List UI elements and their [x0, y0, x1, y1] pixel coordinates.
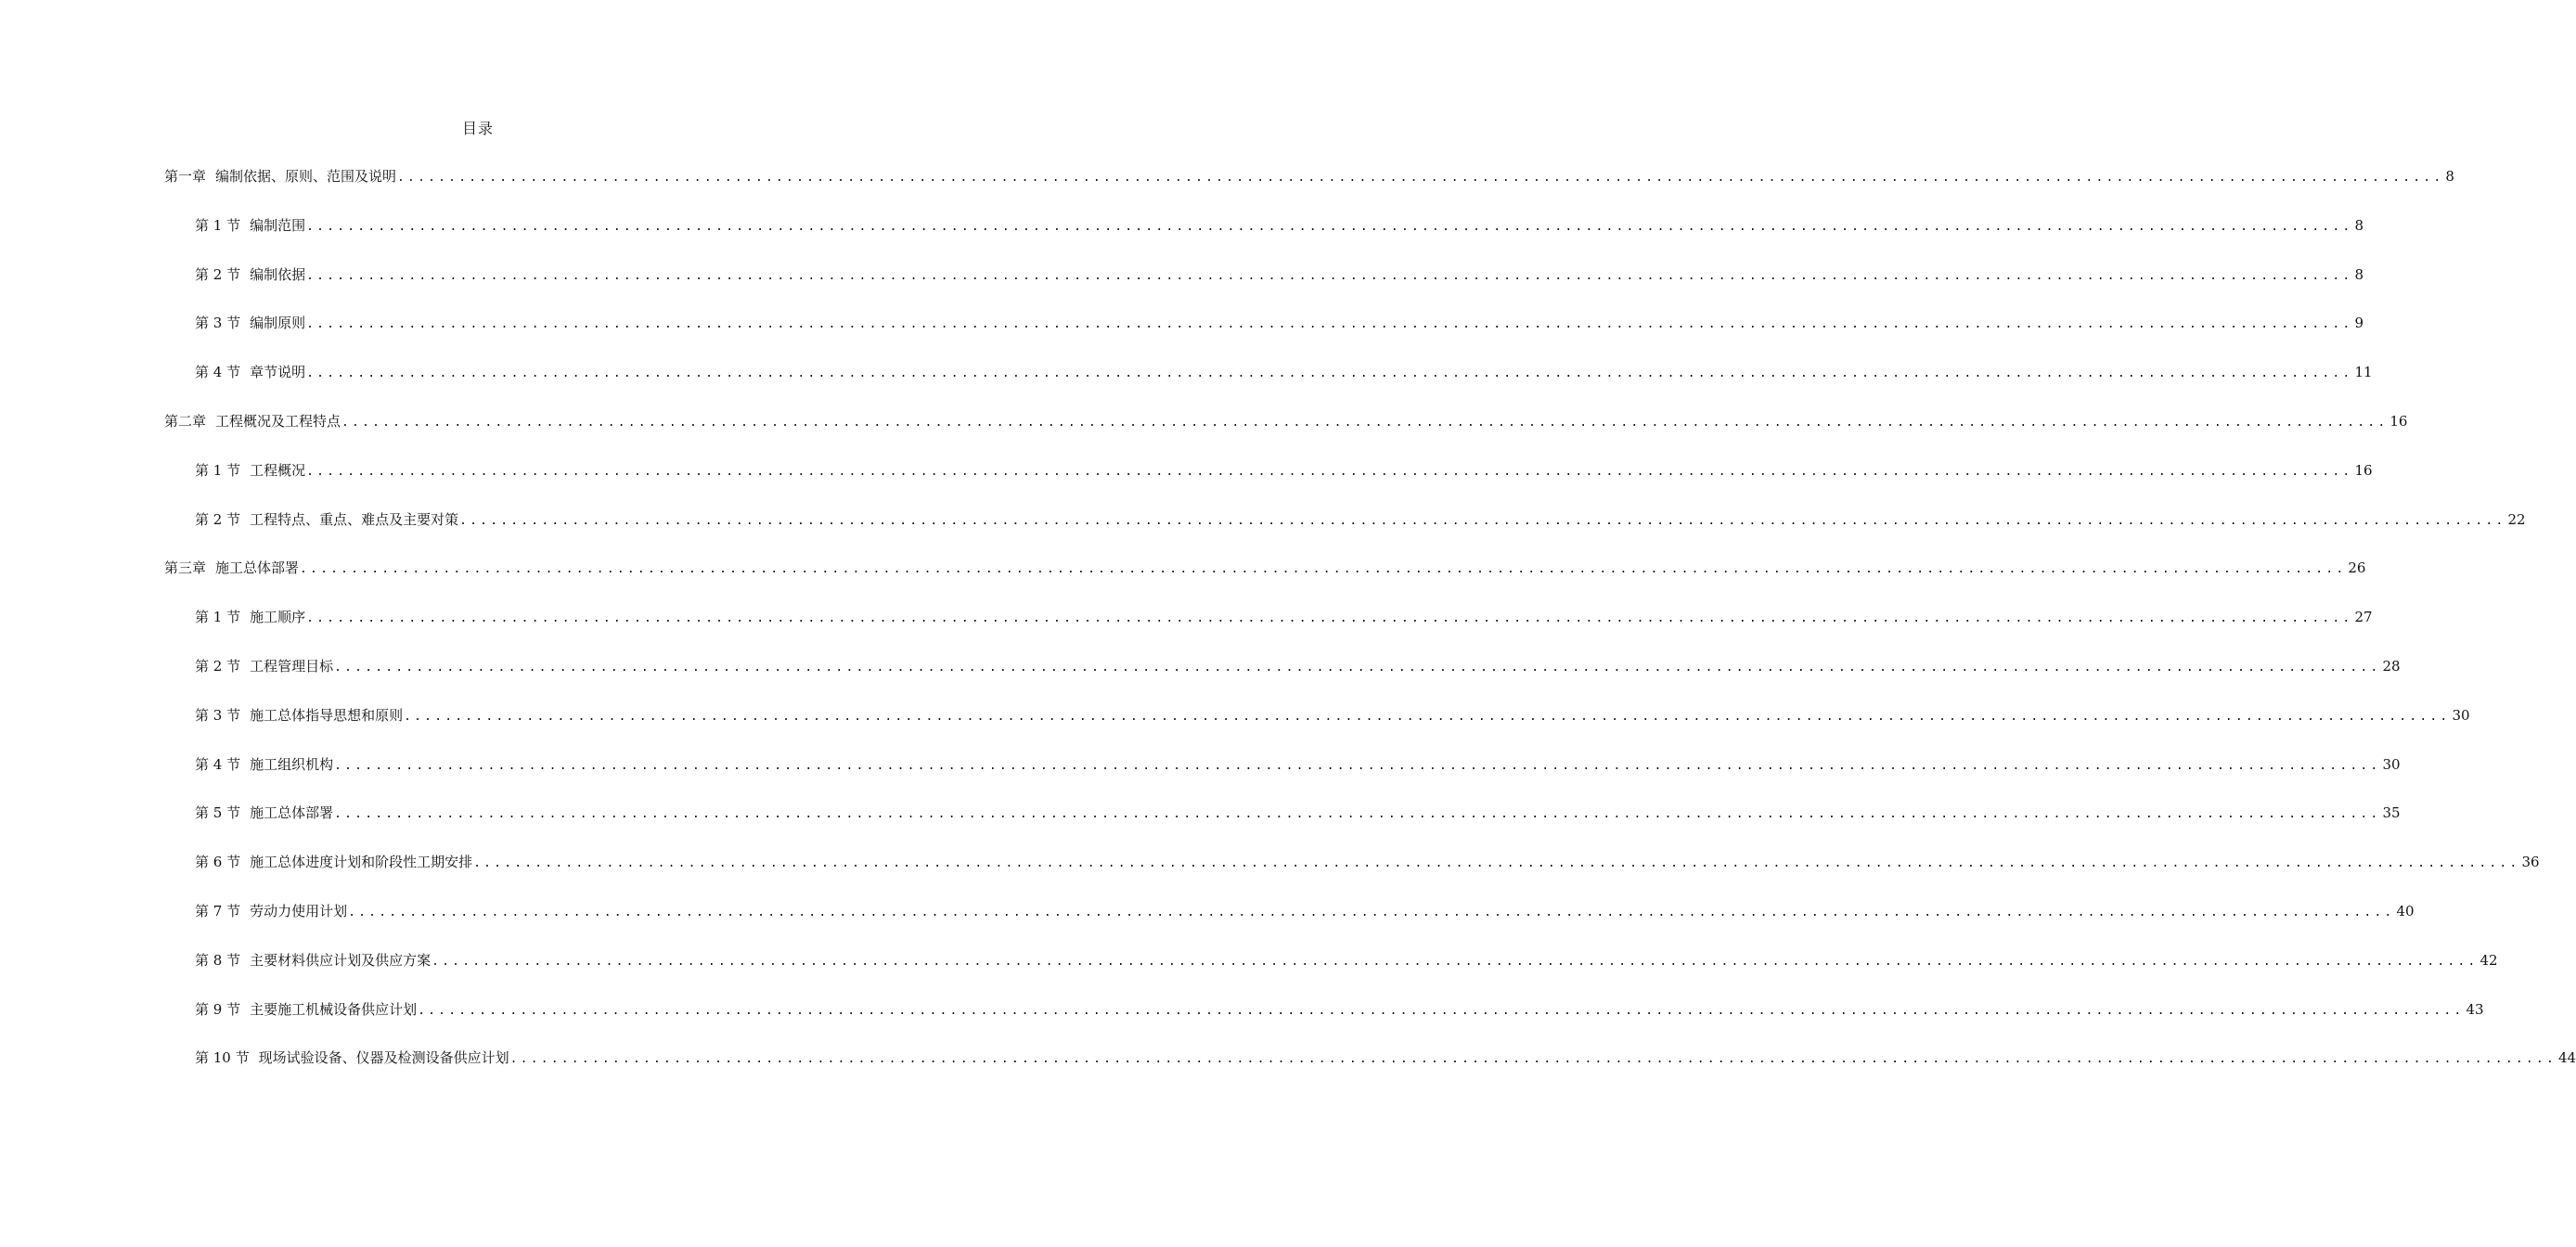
toc-section-entry[interactable] — [195, 803, 2401, 824]
toc-chapter-entry[interactable] — [164, 412, 2408, 432]
toc-dot-leader: ........................................................................................................................................................................................................ — [509, 1052, 2557, 1066]
toc-entry-label — [195, 951, 431, 970]
toc-entry-label — [195, 1000, 417, 1019]
toc-entry-label — [195, 363, 305, 381]
toc-chapter-entry[interactable] — [164, 167, 2454, 187]
toc-dot-leader: ........................................................................................................................................................................................................ — [431, 955, 2479, 969]
toc-section-entry[interactable] — [195, 1000, 2484, 1021]
toc-dot-leader: ........................................................................................................................................................................................................ — [306, 366, 2353, 380]
toc-entry-label — [195, 902, 347, 920]
toc-entry-title: 章节说明 — [250, 364, 306, 380]
toc-section-entry[interactable] — [195, 314, 2363, 334]
toc-page-number: 40 — [2396, 903, 2415, 919]
toc-page-number: 11 — [2354, 364, 2373, 380]
toc-section-entry[interactable] — [195, 657, 2401, 677]
toc-dot-leader: ........................................................................................................................................................................................................ — [341, 416, 2389, 430]
toc-page-number: 28 — [2382, 658, 2401, 675]
toc-title: 目录 — [461, 120, 494, 137]
toc-entry-title: 施工总体部署 — [215, 559, 300, 576]
toc-entry-label — [195, 510, 458, 529]
toc-entry-number: 第三章 — [164, 559, 207, 576]
toc-entry-label — [195, 755, 333, 774]
toc-page-number: 43 — [2466, 1001, 2484, 1018]
toc-section-entry[interactable] — [195, 902, 2415, 922]
toc-page-number: 22 — [2507, 511, 2526, 528]
toc-dot-leader: ........................................................................................................................................................................................................ — [334, 807, 2381, 821]
toc-entry-number: 第二章 — [164, 413, 207, 430]
toc-entry-title: 施工顺序 — [250, 609, 306, 625]
toc-page-number: 44 — [2557, 1049, 2576, 1066]
toc-page-number: 42 — [2479, 952, 2498, 969]
toc-dot-leader: ........................................................................................................................................................................................................ — [306, 317, 2353, 331]
toc-dot-leader: ........................................................................................................................................................................................................ — [473, 856, 2520, 870]
toc-entry-label — [164, 412, 341, 431]
toc-entry-number: 第 1 节 — [195, 609, 241, 625]
toc-dot-leader: ........................................................................................................................................................................................................ — [300, 562, 2347, 576]
toc-entry-title: 编制依据、原则、范围及说明 — [215, 168, 397, 185]
toc-dot-leader: ........................................................................................................................................................................................................ — [306, 465, 2353, 479]
toc-entry-number: 第 6 节 — [195, 854, 241, 870]
toc-entry-title: 施工总体部署 — [250, 804, 334, 821]
toc-entry-label — [195, 216, 305, 235]
toc-page-number: 8 — [2354, 266, 2363, 283]
toc-dot-leader: ........................................................................................................................................................................................................ — [306, 220, 2353, 234]
toc-section-entry[interactable] — [195, 265, 2363, 286]
toc-section-entry[interactable] — [195, 755, 2401, 776]
toc-dot-leader: ........................................................................................................................................................................................................ — [306, 611, 2353, 625]
toc-dot-leader: ........................................................................................................................................................................................................ — [459, 514, 2506, 528]
toc-page-number: 26 — [2348, 559, 2366, 576]
toc-entry-number: 第 2 节 — [195, 511, 241, 528]
toc-dot-leader: ........................................................................................................................................................................................................ — [334, 759, 2381, 773]
toc-page-number: 8 — [2354, 217, 2363, 234]
toc-entry-title: 工程概况及工程特点 — [215, 413, 341, 430]
toc-entry-label — [195, 461, 305, 480]
toc-entry-title: 主要材料供应计划及供应方案 — [250, 952, 431, 969]
toc-entry-number: 第 7 节 — [195, 903, 241, 919]
toc-entry-label — [195, 608, 305, 626]
toc-entry-label — [195, 657, 333, 675]
toc-entry-label — [195, 706, 403, 725]
toc-section-entry[interactable] — [195, 510, 2526, 531]
toc-dot-leader: ........................................................................................................................................................................................................ — [418, 1004, 2465, 1018]
toc-section-entry[interactable] — [195, 1048, 2576, 1069]
toc-entry-title: 施工总体进度计划和阶段性工期安排 — [250, 854, 473, 870]
toc-page-number: 30 — [2382, 756, 2401, 773]
toc-dot-leader: ........................................................................................................................................................................................................ — [404, 710, 2451, 724]
toc-entry-label — [164, 559, 299, 577]
toc-entry-title: 现场试验设备、仪器及检测设备供应计划 — [258, 1049, 509, 1066]
toc-section-entry[interactable] — [195, 951, 2498, 971]
toc-page-number: 35 — [2382, 804, 2401, 821]
toc-entry-title: 编制范围 — [250, 217, 306, 234]
toc-entry-number: 第 4 节 — [195, 364, 241, 380]
toc-entry-number: 第 3 节 — [195, 707, 241, 724]
toc-section-entry[interactable] — [195, 363, 2373, 383]
toc-entry-number: 第一章 — [164, 168, 207, 185]
toc-entry-number: 第 8 节 — [195, 952, 241, 969]
toc-section-entry[interactable] — [195, 461, 2373, 482]
toc-entry-label — [195, 853, 472, 871]
toc-entry-title: 施工组织机构 — [250, 756, 334, 773]
toc-entry-number: 第 4 节 — [195, 756, 241, 773]
toc-section-entry[interactable] — [195, 706, 2470, 726]
toc-entry-label — [195, 314, 305, 332]
toc-entry-title: 主要施工机械设备供应计划 — [250, 1001, 418, 1018]
toc-entry-number: 第 9 节 — [195, 1001, 241, 1018]
toc-page-number: 30 — [2452, 707, 2470, 724]
toc-entry-number: 第 1 节 — [195, 217, 241, 234]
toc-entry-number: 第 2 节 — [195, 658, 241, 675]
toc-entry-number: 第 10 节 — [195, 1049, 250, 1066]
toc-page-number: 36 — [2521, 854, 2540, 870]
toc-entry-title: 工程特点、重点、难点及主要对策 — [250, 511, 459, 528]
toc-dot-leader: ........................................................................................................................................................................................................ — [306, 269, 2353, 283]
toc-section-entry[interactable] — [195, 853, 2540, 873]
toc-page-number: 16 — [2354, 462, 2373, 479]
toc-entry-label — [195, 265, 305, 284]
toc-entry-label — [195, 1048, 509, 1067]
toc-section-entry[interactable] — [195, 216, 2363, 237]
toc-entry-number: 第 3 节 — [195, 315, 241, 331]
toc-page-number: 16 — [2389, 413, 2408, 430]
toc-dot-leader: ........................................................................................................................................................................................................ — [348, 906, 2395, 919]
toc-page-number: 27 — [2354, 609, 2373, 625]
toc-dot-leader: ........................................................................................................................................................................................................ — [334, 661, 2381, 675]
toc-entry-title: 工程概况 — [250, 462, 306, 479]
toc-entry-label — [164, 167, 396, 186]
toc-section-entry[interactable] — [195, 608, 2373, 628]
toc-entry-number: 第 1 节 — [195, 462, 241, 479]
toc-entry-number: 第 5 节 — [195, 804, 241, 821]
toc-entry-number: 第 2 节 — [195, 266, 241, 283]
toc-page-number: 9 — [2354, 315, 2363, 331]
toc-entry-title: 编制原则 — [250, 315, 306, 331]
toc-entry-label — [195, 803, 333, 822]
toc-page-number: 8 — [2445, 168, 2454, 185]
toc-entry-title: 劳动力使用计划 — [250, 903, 348, 919]
toc-chapter-entry[interactable] — [164, 559, 2366, 579]
toc-entry-title: 工程管理目标 — [250, 658, 334, 675]
toc-entry-title: 施工总体指导思想和原则 — [250, 707, 404, 724]
toc-dot-leader: ........................................................................................................................................................................................................ — [397, 171, 2444, 185]
toc-entry-title: 编制依据 — [250, 266, 306, 283]
